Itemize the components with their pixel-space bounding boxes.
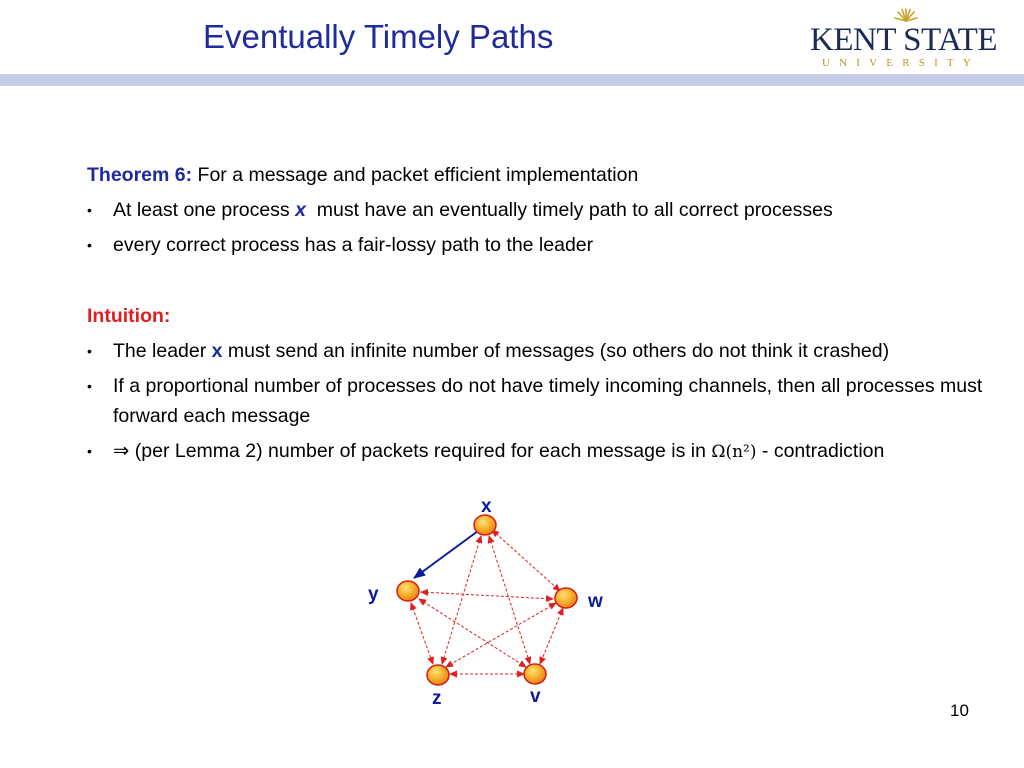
theorem-statement: For a message and packet efficient implementation xyxy=(192,164,639,186)
bullet-icon: • xyxy=(87,343,92,359)
page-number: 10 xyxy=(950,701,969,720)
bullet-text: - contradiction xyxy=(756,440,885,462)
node-label-v: v xyxy=(530,686,541,707)
bullet-icon: • xyxy=(87,443,92,459)
node-z xyxy=(427,665,449,685)
bullet-text: ⇒ (per Lemma 2) number of packets required for each message is in xyxy=(113,440,712,462)
node-w xyxy=(555,588,577,608)
node-label-x: x xyxy=(481,496,492,517)
variable-x: x xyxy=(295,199,306,221)
bullet-text: every correct process has a fair-lossy path to the leader xyxy=(113,234,594,256)
bullet-text: At least one process xyxy=(113,199,296,221)
timely-edge-x-y xyxy=(414,531,478,578)
edge-w-v xyxy=(540,608,563,664)
logo-wordmark: KENT STATE xyxy=(810,22,997,58)
node-x xyxy=(474,515,496,535)
edge-x-z xyxy=(442,536,481,664)
edge-x-v xyxy=(489,536,530,664)
node-label-w: w xyxy=(588,591,603,612)
intuition-label: Intuition: xyxy=(87,305,171,327)
edge-y-v xyxy=(419,599,526,667)
node-label-y: y xyxy=(368,584,379,605)
bullet-text: must have an eventually timely path to all correct processes xyxy=(305,199,833,221)
variable-x: x xyxy=(211,340,223,362)
bullet-icon: • xyxy=(87,237,92,253)
bullet-icon: • xyxy=(87,202,92,218)
node-y xyxy=(397,581,419,601)
bullet-text: The leader xyxy=(113,340,212,362)
edge-y-z xyxy=(411,603,433,664)
edge-w-z xyxy=(446,603,556,667)
bullet-icon: • xyxy=(87,378,92,394)
bullet-text: If a proportional number of processes do not have timely incoming channels, then all processes must forward each message xyxy=(113,375,983,427)
edge-y-w xyxy=(421,592,553,599)
edge-x-w xyxy=(492,530,560,591)
node-v xyxy=(524,664,546,684)
bullet-text: must send an infinite number of messages (so others do not think it crashed) xyxy=(222,340,890,362)
omega-n-squared: Ω(n²) xyxy=(711,442,757,462)
node-label-z: z xyxy=(432,688,442,709)
logo-subtitle: UNIVERSITY xyxy=(822,57,980,69)
slide-title: Eventually Timely Paths xyxy=(203,18,554,55)
theorem-label: Theorem 6: xyxy=(87,164,193,186)
